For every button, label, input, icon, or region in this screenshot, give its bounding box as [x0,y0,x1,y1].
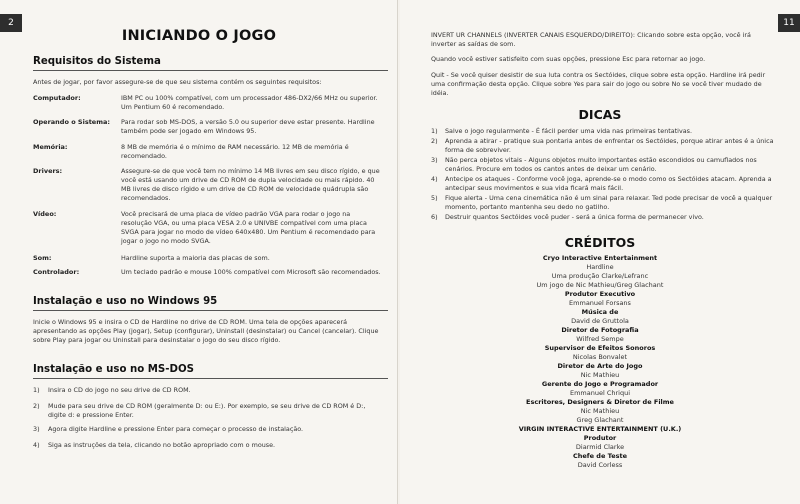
credit-line: Nic Mathieu [580,407,620,415]
credit-line: Escritores, Designers & Diretor de Filme [526,398,674,406]
tip-text: Destruir quantos Sectóides você puder - será a única forma de permanecer vivo. [445,213,704,221]
credit-line: Um jogo de Nic Mathieu/Greg Glachant [536,281,664,289]
req-value-memoria: 8 MB de memória é o mínimo de RAM necessário. 12 MB de memória é recomendado. [121,143,349,160]
step-number: 1) [33,386,40,394]
step-text: Mude para seu drive de CD ROM (geralmente D: ou E:). Por exemplo, se seu drive de CD ROM é D:, digite d: e pressione Enter. [48,402,366,419]
credit-line: Produtor Executivo [564,290,636,298]
req-value-sistema: Para rodar sob MS-DOS, a versão 5.0 ou superior deve estar presente. Hardline também pode ser jogado em Windows 95. [121,118,375,135]
credit-line: Chefe de Teste [573,452,627,460]
credit-line: Cryo Interactive Entertainment [542,254,658,262]
credit-line: Diretor de Arte do Jogo [557,362,643,370]
req-label-sistema: Operando o Sistema: [33,118,110,126]
section-rule [33,378,388,379]
credit-line: Emmanuel Chriqui [569,389,631,397]
tip-text: Salve o jogo regularmente - É fácil perder uma vida nas primeiras tentativas. [445,127,693,135]
credit-line: VIRGIN INTERACTIVE ENTERTAINMENT (U.K.) [518,425,682,433]
req-value-drivers: Assegure-se de que você tem no mínimo 14 MB livres em seu disco rígido, e que você está usando um drive de CD ROM de dupla velocidade ou mais rápido. 40 MB livres de disco rígido e um drive de CD ROM de velocidade quádrupla são recomendados. [121,167,380,202]
req-label-memoria: Memória: [33,143,68,151]
credit-line: Wilfred Sempe [576,335,624,343]
tip-number: 4) [431,175,438,183]
credit-line: Diarmid Clarke [575,443,625,451]
windows95-text: Inicie o Windows 95 e insira o CD de Hardline no drive de CD ROM. Uma tela de opções aparecerá apresentando as opções Play (jogar), Setup (configurar), Uninstall (desinstalar) ou Cancel (cancelar). Clique sobre Play para jogar ou Uninstall para desinstalar o jogo do seu disco rígido. [33,318,379,344]
section-heading-msdos: Instalação e uso no MS-DOS [33,364,194,375]
tip-number: 2) [431,137,438,145]
req-label-computador: Computador: [33,94,81,102]
credit-line: Nic Mathieu [580,371,620,379]
credit-line: Nicolas Bonvalet [572,353,628,361]
step-number: 3) [33,425,40,433]
tip-text: Fique alerta - Uma cena cinemática não é um sinal para relaxar. Ted pode precisar de você a qualquer momento, portanto mantenha seu dedo no gatilho. [445,194,773,211]
step-number: 4) [33,441,40,449]
tip-text: Não perca objetos vitais - Alguns objetos muito importantes estão escondidos ou camuflados nos cenários. Procure em todos os cantos antes de deixar um cenário. [445,156,757,173]
credit-line: Greg Glachant [576,416,624,424]
section-rule [33,70,388,71]
tip-text: Aprenda a atirar - pratique sua pontaria antes de enfrentar os Sectóides, porque atirar antes é a única forma de sobreviver. [445,137,774,154]
credit-line: Emmanuel Forsans [569,299,631,307]
tip-number: 6) [431,213,438,221]
options-paragraph: Quando você estiver satisfeito com suas opções, pressione Esc para retornar ao jogo. [431,55,706,63]
section-heading-requisitos: Requisitos do Sistema [33,56,161,67]
section-heading-windows95: Instalação e uso no Windows 95 [33,296,218,307]
tip-number: 1) [431,127,438,135]
req-value-computador: IBM PC ou 100% compatível, com um processador 486-DX2/66 MHz ou superior. Um Pentium 60 é recomendado. [121,94,378,111]
req-label-video: Vídeo: [33,210,57,218]
step-text: Siga as instruções da tela, clicando no botão apropriado com o mouse. [48,441,276,449]
req-label-controlador: Controlador: [33,268,80,276]
credit-line: Hardline [586,263,614,271]
section-rule [33,310,388,311]
credit-line: Diretor de Fotografia [561,326,639,334]
requisitos-intro: Antes de jogar, por favor assegure-se de que seu sistema contém os seguintes requisitos: [33,78,322,86]
credit-line: Uma produção Clarke/Lefranc [551,272,649,280]
req-value-som: Hardline suporta a maioria das placas de som. [121,254,270,262]
step-number: 2) [33,402,40,410]
tip-number: 5) [431,194,438,202]
options-paragraph: INVERT UR CHANNELS (INVERTER CANAIS ESQUERDO/DIREITO): Clicando sobre esta opção, você irá inverter as saídas de som. [431,31,751,48]
req-value-video: Você precisará de uma placa de vídeo padrão VGA para rodar o jogo na resolução VGA, ou uma placa VESA 2.0 e UNIVBE compatível com uma placa SVGA para jogar no modo de vídeo 640x480. Um Pentium é recomendado para jogar o jogo no modo SVGA. [121,210,376,245]
req-value-controlador: Um teclado padrão e mouse 100% compatível com Microsoft são recomendados. [121,268,381,276]
step-text: Insira o CD do jogo no seu drive de CD ROM. [48,386,191,394]
step-text: Agora digite Hardline e pressione Enter para começar o processo de instalação. [48,425,304,433]
credit-line: Supervisor de Efeitos Sonoros [544,344,656,352]
credit-line: David de Gruttola [571,317,629,325]
page-number-right: 11 [778,14,800,32]
tip-number: 3) [431,156,438,164]
req-label-som: Som: [33,254,52,262]
credit-line: David Corless [577,461,623,469]
credit-line: Música de [581,308,619,316]
creditos-heading: CRÉDITOS [564,235,636,250]
tip-text: Antecipe os ataques - Conforme você joga, aprende-se o modo como os Sectóides atacam. Aprenda a antecipar seus movimentos e sua vida ficará mais fácil. [445,175,772,192]
req-label-drivers: Drivers: [33,167,63,175]
options-paragraph: Quit - Se você quiser desistir de sua luta contra os Sectóides, clique sobre esta opção. Hardline irá pedir uma confirmação desta opção. Clique sobre Yes para sair do jogo ou sobre No se você tiver mudado de idéia. [431,71,766,97]
page-title: INICIANDO O JOGO [121,28,277,44]
page-number-left: 2 [0,14,22,32]
credit-line: Gerente do Jogo e Programador [541,380,659,388]
dicas-heading: DICAS [578,107,622,122]
credit-line: Produtor [583,434,617,442]
